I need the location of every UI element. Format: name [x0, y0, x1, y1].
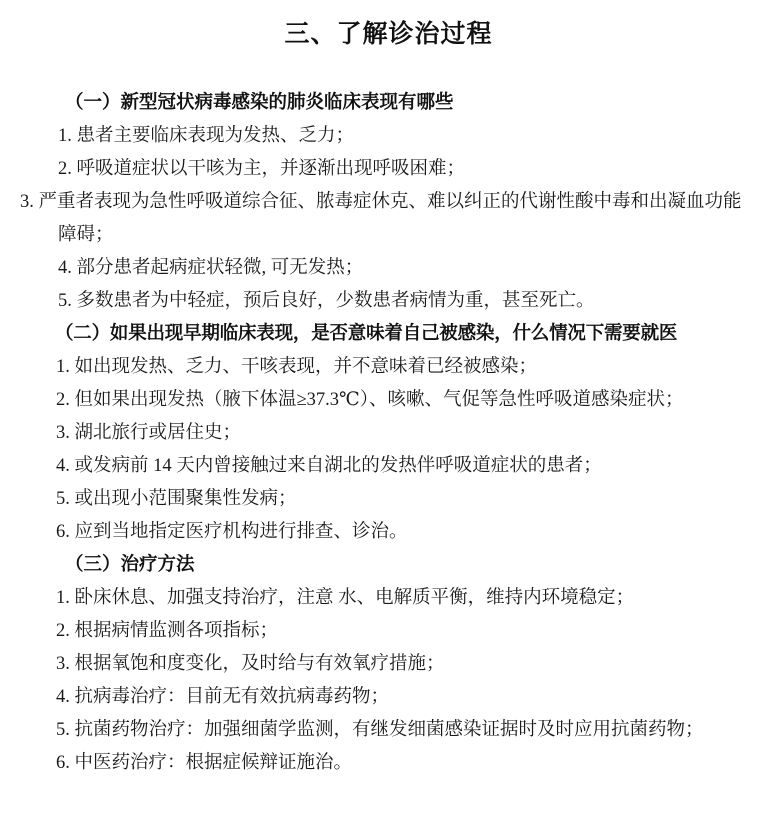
- list-item: 6. 应到当地指定医疗机构进行排查、诊治。: [56, 522, 408, 542]
- section-three-heading: （三）治疗方法: [65, 555, 195, 575]
- list-item: 3. 严重者表现为急性呼吸道综合征、脓毒症休克、难以纠正的代谢性酸中毒和出凝血功能障碍；: [20, 192, 742, 245]
- list-item: 3. 湖北旅行或居住史；: [56, 423, 242, 443]
- list-item: 5. 多数患者为中轻症，预后良好，少数患者病情为重，甚至死亡。: [58, 291, 595, 311]
- list-item: 1. 卧床休息、加强支持治疗，注意 水、电解质平衡，维持内环境稳定；: [56, 588, 635, 608]
- list-item: 4. 抗病毒治疗：目前无有效抗病毒药物；: [56, 687, 390, 707]
- list-item: 3. 根据氧饱和度变化，及时给与有效氧疗措施；: [56, 654, 445, 674]
- section-one-heading: （一）新型冠状病毒感染的肺炎临床表现有哪些: [65, 93, 454, 113]
- section-two-heading: （二）如果出现早期临床表现，是否意味着自己被感染，什么情况下需要就医: [55, 324, 678, 344]
- list-item: 5. 抗菌药物治疗：加强细菌学监测，有继发细菌感染证据时及时应用抗菌药物；: [56, 720, 704, 740]
- section-two: [20, 318, 757, 549]
- list-item: 1. 如出现发热、乏力、干咳表现，并不意味着已经被感染；: [56, 357, 538, 377]
- document-body: [0, 87, 777, 780]
- list-item: 2. 根据病情监测各项指标；: [56, 621, 279, 641]
- section-three: [20, 549, 757, 780]
- list-item: 4. 或发病前 14 天内曾接触过来自湖北的发热伴呼吸道症状的患者；: [56, 456, 602, 476]
- list-item: 1. 患者主要临床表现为发热、乏力；: [58, 126, 355, 146]
- list-item: 4. 部分患者起病症状轻微, 可无发热；: [58, 258, 364, 278]
- list-item: 5. 或出现小范围聚集性发病；: [56, 489, 297, 509]
- list-item: 2. 呼吸道症状以干咳为主，并逐渐出现呼吸困难；: [58, 159, 466, 179]
- section-one: [20, 87, 757, 318]
- page-title: 三、了解诊治过程: [284, 21, 493, 48]
- list-item: 2. 但如果出现发热（腋下体温≥37.3℃）、咳嗽、气促等急性呼吸道感染症状；: [56, 390, 684, 410]
- list-item: 6. 中医药治疗：根据症候辩证施治。: [56, 753, 353, 773]
